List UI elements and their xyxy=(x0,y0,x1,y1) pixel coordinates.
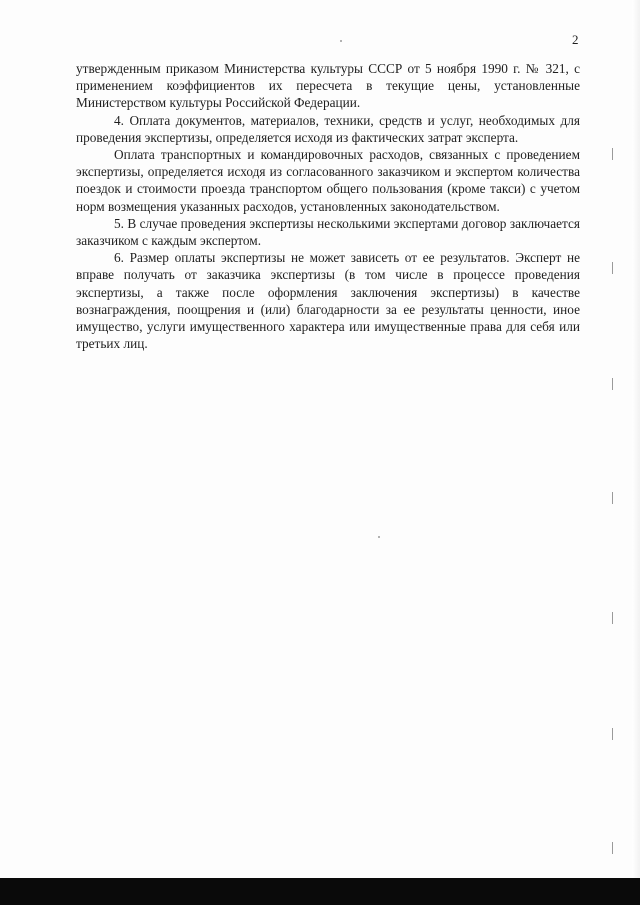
scan-right-edge xyxy=(632,0,640,878)
paragraph-transport-expenses: Оплата транспортных и командировочных расходов, связанных с проведением экспертизы, определяется исходя из согласованного заказчиком и экспертом количества поездок и стоимости проезда транспортом общего пользования (кроме такси) с учетом норм возмещения указанных расходов, установленных законодательством. xyxy=(76,147,580,214)
scan-margin-mark xyxy=(612,378,613,390)
paragraph-item-5: 5. В случае проведения экспертизы несколькими экспертами договор заключается заказчиком с каждым экспертом. xyxy=(76,215,580,249)
scan-margin-mark xyxy=(612,148,613,160)
scan-margin-mark xyxy=(612,842,613,854)
scan-margin-mark xyxy=(612,728,613,740)
scan-margin-mark xyxy=(612,262,613,274)
page-number: 2 xyxy=(572,32,579,47)
document-body xyxy=(76,60,580,352)
scan-margin-mark xyxy=(612,612,613,624)
paragraph-item-6: 6. Размер оплаты экспертизы не может зависеть от ее результатов. Эксперт не вправе получать от заказчика экспертизы (в том числе в процессе проведения экспертизы, а также после оформления заключения экспертизы) в качестве вознаграждения, поощрения и (или) благодарности за ее результаты ценности, иное имущество, услуги имущественного характера или имущественные права для себя или третьих лиц. xyxy=(76,250,580,352)
paragraph-item-4: 4. Оплата документов, материалов, техники, средств и услуг, необходимых для проведения экспертизы, определяется исходя из фактических затрат эксперта. xyxy=(76,112,580,145)
scan-bottom-border xyxy=(0,878,640,905)
scan-speck xyxy=(378,536,380,538)
paragraph-continuation: утвержденным приказом Министерства культуры СССР от 5 ноября 1990 г. № 321, с применением коэффициентов их пересчета в текущие цены, установленные Министерством культуры Российской Федерации. xyxy=(76,61,580,111)
scan-speck xyxy=(340,40,342,42)
scan-margin-mark xyxy=(612,492,613,504)
